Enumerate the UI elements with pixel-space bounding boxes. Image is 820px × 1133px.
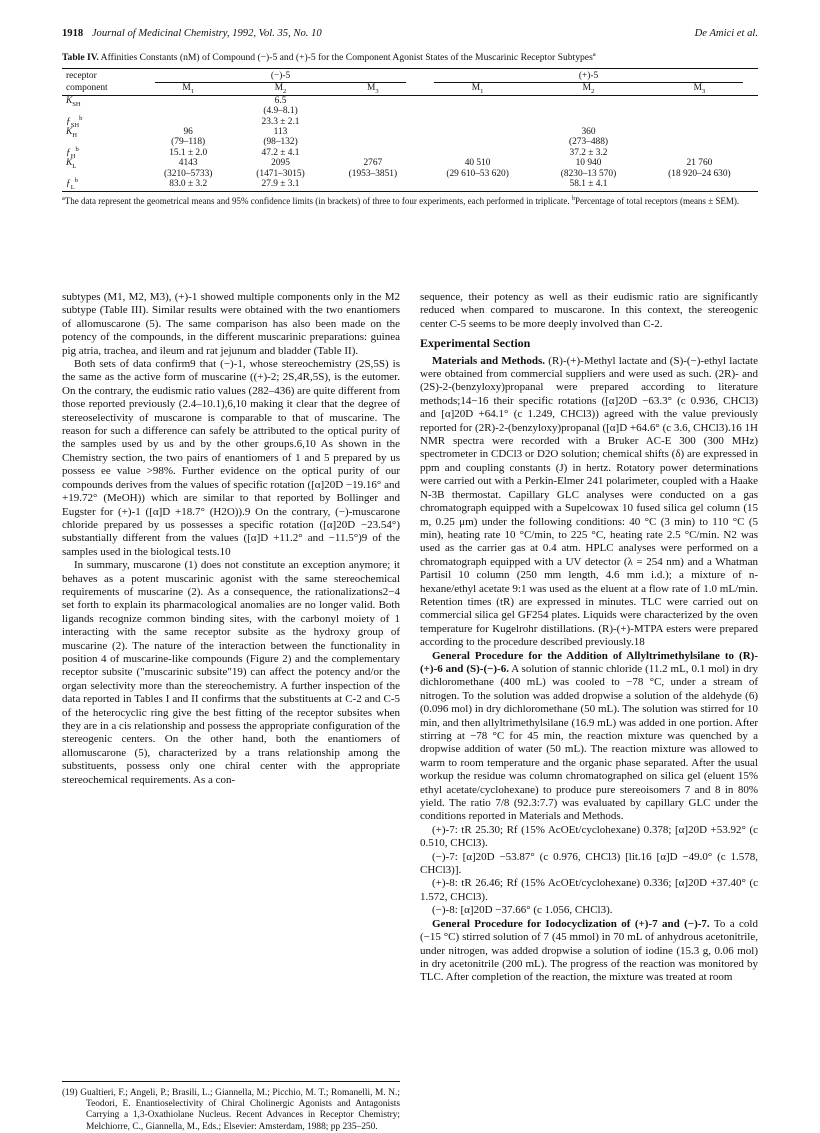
table-cell [641,127,758,137]
row-symbol-subscript: H [72,131,78,139]
right-column [420,291,758,985]
row-header [62,95,142,106]
subtype-letter: M [471,83,481,94]
table-row [62,148,758,158]
running-head-authors: De Amici et al. [694,28,758,39]
left-paragraph-1: subtypes (M1, M2, M3), (+)-1 showed multiple components only in the M2 subtype (Table III). Similar results were obtained with the two enantiomers of allomuscarone (5). The same comparison has also been made on the potency of the compounds, in the different muscarinic preparations: guinea pig atria, trachea, and ileum and rat jejunum and bladder (Table II). [62,291,400,357]
data-line-minus-7: (−)-7: [α]20D −53.87° (c 0.976, CHCl3) [lit.16 [α]D −49.0° (c 1.578, CHCl3)]. [420,850,758,877]
table-cell: 37.2 ± 3.2 [569,147,608,158]
table-cell [327,117,419,127]
table-cell [419,95,536,106]
general-procedure-1-title: General Procedure for the Addition of Allyltrimethylsilane to (R)-(+)-6 and (S)-(−)-6. [420,649,758,675]
subtype-subscript: 1 [480,88,484,96]
table-cell: 21 760 [686,158,713,169]
table-cell [327,179,419,192]
table-cell: 23.3 ± 2.1 [261,116,300,127]
table-cell: 6.5 [274,95,287,106]
table-cell [327,127,419,137]
col-subtype-2 [327,83,419,95]
row-header [62,127,142,137]
table-cell: 40 510 [464,158,491,169]
data-line-minus-8: (−)-8: [α]20D −37.66° (c 1.056, CHCl3). [432,904,613,917]
row-header [62,137,142,147]
table-cell [419,137,536,147]
table-caption [62,52,758,64]
table-cell: (18 920–24 630) [668,168,731,179]
materials-methods-text: (R)-(+)-Methyl lactate and (S)-(−)-ethyl lactate were obtained from commercial suppliers and were used as such. (2R)- and (2S)-2-(benzyloxy)propanal were prepared according to literature methods;14−16 their specific rotations ([α]20D −63.3° (c 0.936, CHCl3) and [α]20D +64.1° (c 1.249, CHCl3)) agreed with the value previously reported for (2R)-2-(benzyloxy)propanal ([α]D +64.6° (c 3.6, CHCl3).16 1H NMR spectra were recorded with a Bruker AC-E 300 (300 MHz) spectrometer in CDCl3 or D2O solution; chemical shifts (δ) are expressed in ppm and coupling constants (J) in hertz. Rotatory power determinations were carried out with a Perkin-Elmer 241 polarimeter, coupled with a Haake N-3B thermostat. Capillary GLC analyses were conducted on a gas chromatograph equipped with a Supelcowax 10 fused silica gel column (15 m, 0.25 μm) under the following conditions: 40 °C (3 min) to 110 °C (5 min), heating rate 10 °C/min, to 225 °C, heating rate 2.5 °C/min. N2 was used as the carrier gas at 0.4 atm. HPLC analyses were performed on a chromatograph equipped with a UV detector (λ = 254 nm) and a Whatman Partisil 10 column (250 mm length, 4.6 mm i.d.); a mixture of n-hexane/ethyl acetate 9:1 was used as the eluent at a flow rate of 1.0 mL/min. Retention times (tR) are expressed in minutes. TLC were carried out on commercial silica gel GF254 plates. Liquids were characterized by the oven temperature for Kugelrohr distillations. (R)-(+)-MTPA esters were prepared according to the procedure described previously.18 [420,354,758,649]
table-row [62,158,758,168]
table-cell: (29 610–53 620) [446,168,509,179]
reference-19: (19) Gualtieri, F.; Angeli, P.; Brasili, L.; Giannella, M.; Picchio, M. T.; Romanelli, M. N.; Teodori, E. Enantioselectivity of Chiral Cholinergic Agonists and Antagonists Carrying a 1,3-Oxathiolane Nucleus. Recent Advances in Receptor Chemistry; Melchiorre, C., Giannella, M., Eds.; Elsevier: Amsterdam, 1988; pp 235–250. [62,1088,400,1132]
table-row [62,169,758,179]
subtype-subscript: 3 [701,88,706,96]
experimental-section-heading: Experimental Section [420,336,531,351]
table-row [62,95,758,106]
affinity-table-body [62,95,758,192]
journal-page [62,28,758,1132]
col-subtype-5 [641,83,758,95]
table-row [62,127,758,137]
row-header [62,106,142,116]
table-cell: 47.2 ± 4.1 [261,147,300,158]
row-symbol: K [66,127,73,138]
row-symbol: ƒ [66,179,71,190]
row-header [62,158,142,171]
left-column [62,291,400,787]
row-symbol-subscript: L [70,183,75,191]
table-cell [142,117,234,127]
col-head-receptor: receptor [62,69,142,84]
subtype-subscript: 1 [190,88,194,96]
col-head-component: component [62,83,142,95]
table-row [62,117,758,127]
table-cell: 58.1 ± 4.1 [536,179,641,192]
row-symbol: K [66,95,73,106]
row-symbol-footnote: b [74,176,79,184]
table-footnote-a: $^a$The data represent the geometrical means and 95% confidence limits (in brackets) of three to four experiments, each performed in triplicate. $^b$Percentage of total receptors (means ± SEM). [62,195,740,207]
row-header [62,114,142,129]
col-group-minus-5 [142,69,419,84]
subtype-subscript: 2 [591,88,595,96]
table-cell: (3210–5733) [163,168,213,179]
subtype-letter: M [693,83,702,94]
general-procedure-2 [420,918,758,985]
table-cell [327,137,419,147]
row-symbol-subscript: H [70,152,76,160]
table-caption-text: Affinities Constants (nM) of Compound (−)-5 and (+)-5 for the Component Agonist States of the Muscarinic Receptor Subtypes [100,52,593,63]
general-procedure-1-text: A solution of stannic chloride (11.2 mL, 0.1 mol) in dry dichloromethane (400 mL) was cooled to −78 °C, under a stream of nitrogen. To the solution was added dropwise a solution of the aldehyde (6) (0.096 mol) in dry dichloromethane (50 mL). The solution was stirred for 10 min, and then allyltrimethylsilane (16.9 mL) was added in one portion. After stirring at −78 °C for 45 min, the reaction mixture was quenched by a dropwise addition of water (50 mL). The reaction mixture was allowed to warm to room temperature and the organic phase separated. After the usual workup the residue was column chromatographed on silica gel (eluent 15% ethyl acetate/cyclohexane) to produce pure stereoisomers 7 and 8 in 80% yield. The ratio 7/8 (92.3:7.7) was evaluated by capillary GLC under the conditions reported in Materials and Methods. [420,662,758,823]
table-cell [142,106,234,116]
row-symbol: ƒ [66,147,71,158]
left-paragraph-3: In summary, muscarone (1) does not constitute an exception anymore; it behaves as a potent muscarinic agonist with the same stereochemical requirements of muscarine (2). As a consequence, the rationalizations2−4 set forth to explain its pharmacological anomalies are no longer valid. Both ligands recognize common binding sites, with the carbonyl moiety of 1 interacting with the same receptor subsite as the hydroxy group of muscarine (2). The nature of the interaction between the functionality in position 4 of muscarine-like compounds (Figure 2) and the complementary receptor subsite ("muscarinic subsite"19) can affect the potency and/or the organ selectivity more than the stereochemistry. A further inspection of the data reported in Tables I and II confirms that the substituents at C-2 and C-5 of the heterocyclic ring give the best fitting of the receptor subsites when they are in a cis relationship and possess the appropriate configuration of the stereogenic centers. On the other hand, both the enantiomers of allomuscarone (5), characterized by a trans relationship among the substituents, possess only one chiral center with the appropriate stereochemical requirements. As a con- [62,559,400,786]
row-symbol-footnote: b [79,114,83,122]
page-number: 1918 [62,28,84,39]
data-line-plus-7: (+)-7: tR 25.30; Rf (15% AcOEt/cyclohexane) 0.378; [α]20D +53.92° (c 0.510, CHCl3). [420,823,758,850]
table-cell: (1953–3851) [348,168,398,179]
table-cell [641,95,758,106]
journal-citation: Journal of Medicinal Chemistry, 1992, Vol. 35, No. 10 [91,28,322,39]
col-subtype-0 [142,83,234,95]
general-procedure-2-title: General Procedure for Iodocyclization of (+)-7 and (−)-7. [432,917,710,930]
subtype-subscript: 2 [283,88,287,96]
table-caption-mark: a [592,50,596,58]
col-group-plus-5 [419,69,758,84]
table-cell [641,179,758,192]
general-procedure-2-text: To a cold (−15 °C) stirred solution of 7 (45 mmol) in 70 mL of anhydrous acetonitrile, under nitrogen, was added dropwise a solution of iodine (15.3 g, 0.06 mol) in dry acetonitrile (200 mL). The progress of the reaction was monitored by TLC. After completion of the reaction, the mixture was treated at room [420,917,758,984]
subtype-letter: M [274,83,284,94]
row-header [62,176,142,192]
col-subtype-4 [536,83,641,95]
table-cell [536,95,641,106]
table-cell [641,137,758,147]
col-subtype-1 [234,83,326,95]
table-cell: 96 [183,127,193,138]
subtype-letter: M [367,83,376,94]
data-line-plus-8: (+)-8: tR 26.46; Rf (15% AcOEt/cyclohexane) 0.336; [α]20D +37.40° (c 1.572, CHCl3). [420,877,758,903]
table-row [62,179,758,192]
table-label: Table IV. [62,52,99,63]
table-cell [641,106,758,116]
col-subtype-3 [419,83,536,95]
table-cell [536,117,641,127]
table-row [62,106,758,116]
subtype-subscript: 3 [375,88,379,96]
table-cell: 113 [273,127,288,138]
subtype-letter: M [182,83,191,94]
materials-methods-paragraph [420,355,758,650]
table-cell: 2095 [271,158,290,169]
table-row [62,137,758,147]
table-cell: (79–118) [171,137,206,148]
table-cell [419,148,536,158]
row-symbol: K [66,158,73,169]
row-symbol: ƒ [66,116,71,127]
running-head-left [62,28,322,39]
row-symbol-subscript: L [72,163,77,171]
table-cell [327,95,419,106]
subtype-letter: M [582,83,592,94]
table-cell: 10 940 [575,158,602,169]
table-footnotes [62,196,758,207]
table-footnote-a-text: The data represent the geometrical means and 95% confidence limits (in brackets) of three to four experiments, each performed in triplicate. [64,196,570,207]
table-cell: (4.9–8.1) [263,106,298,117]
affinity-table [62,68,758,192]
left-paragraph-2: Both sets of data confirm9 that (−)-1, whose stereochemistry (2S,5S) is the same as the active form of muscarine ((+)-2; 2S,4R,5S), is the eutomer. On the contrary, the eudismic ratio values (282–436) are quite different from those reported previously (2.4–10.1),6,10 making it clear that the degree of stereoselectivity of muscarone is comparable to that of muscarine. The reason for such a difference can safely be attributed to the optical purity of the samples used by us and by the other groups.6,10 As shown in the Chemistry section, the two pairs of enantiomers of 1 and 5 prepared by us possess ee value >98%. Further evidence on the optical purity of our compounds derives from the values of specific rotation ([α]20D −19.16° and +19.72° (MeOH)) which are similar to that reported by Bollinger and Eugster for (+)-1 ([α]D +18.7° (H2O)).9 On the contrary, (−)-muscarone chloride prepared by us possesses a specific rotation ([α]20D −23.54°) substantially different from the values ([α]D +11.2° and −11.5°)9 of the samples used in the biological tests.10 [62,358,400,558]
references-block [62,1081,400,1133]
table-cell [142,95,234,106]
row-symbol-footnote: b [75,145,79,153]
table-cell [419,117,536,127]
table-cell: 2767 [363,158,383,169]
table-cell: (273–488) [568,137,609,148]
table-cell [419,179,536,192]
table-cell: (1471–3015) [256,168,305,179]
col-group-minus-5-label: (−)-5 [155,71,406,83]
row-symbol-subscript: SH [70,121,80,129]
table-cell [641,148,758,158]
table-cell: 27.9 ± 3.1 [234,179,326,192]
table-cell [327,148,419,158]
row-symbol-subscript: SH [72,100,81,108]
table-cell: 360 [581,127,596,138]
running-head [62,28,758,44]
table-cell: (8230–13 570) [560,168,617,179]
table-cell [536,106,641,116]
table-cell: (98–132) [263,137,298,148]
general-procedure-1 [420,650,758,824]
row-header [62,145,142,160]
table-footnote-b-text: Percentage of total receptors (means ± SEM). [575,196,740,207]
table-cell: 15.1 ± 2.0 [169,147,208,158]
materials-methods-title: Materials and Methods. [432,354,546,367]
right-intro-paragraph: sequence, their potency as well as their eudismic ratio are significantly reduced when compared to muscarone. In this context, the stereogenic center C-5 seems to be more deeply involved than C-2. [420,291,758,330]
table-cell [419,106,536,116]
table-cell [641,117,758,127]
col-group-plus-5-label: (+)-5 [434,71,742,83]
table-cell: 4143 [178,158,198,169]
table-cell: 83.0 ± 3.2 [142,179,234,192]
table-cell [419,127,536,137]
table-cell [327,106,419,116]
